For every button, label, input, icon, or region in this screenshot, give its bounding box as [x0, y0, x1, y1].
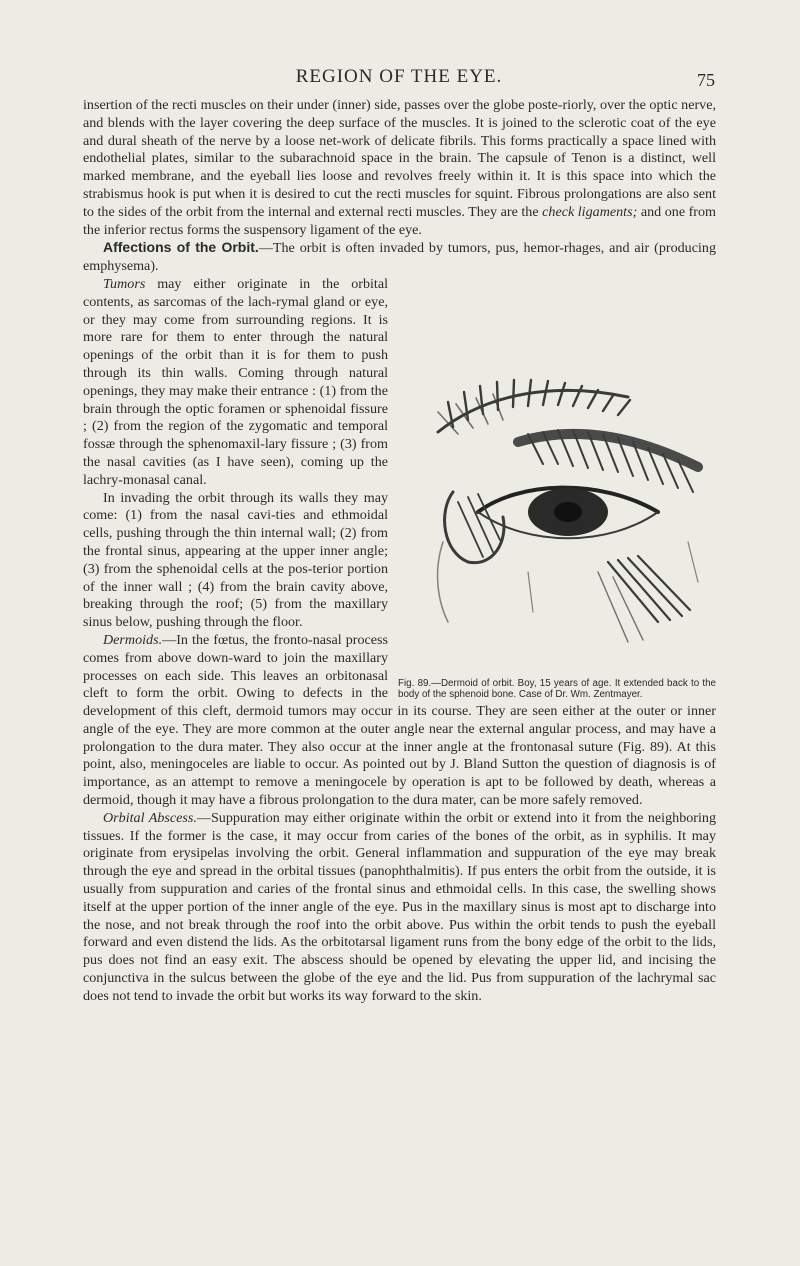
- italic-term: check ligaments;: [542, 203, 638, 220]
- italic-term: Dermoids.: [103, 631, 163, 648]
- italic-term: Tumors: [103, 275, 146, 292]
- running-head: [83, 64, 715, 90]
- paragraph-text: In invading the orbit through its walls they may come: (1) from the nasal cavi-ties and ethmoidal cells, pushing through the thin internal wall; (2) from the frontal sinus, appearing at the upper inner angle; (3) from the sphenoidal cells at the pos-terior portion of the inner wall ; (4) from the brain cavity above, breaking through the roof; (5) from the maxillary sinus below, pushing through the floor.: [83, 489, 388, 631]
- paragraph-affections: [83, 239, 716, 276]
- paragraph-text: insertion of the recti muscles on their under (inner) side, passes over the globe poste-riorly, over the optic nerve, and blends with the layer covering the deep surface of the muscles. It is joined to the sclerotic coat of the eye and dural sheath of the nerve by a loose net-work of delicate fibrils. This forms practically a space lined with endothelial plates, similar to the subarachnoid space in the brain. The capsule of Tenon is a distinct, well marked membrane, and the eyeball lies loose and revolves freely within it. It is this space into which the strabismus hook is put when it is desired to cut the recti muscles for squint. Fibrous prolongations are also sent to the sides of the orbit from the internal and external recti muscles. They are the: [83, 97, 716, 220]
- paragraph-orbital-abscess: [83, 810, 716, 1006]
- paragraph-text: and one from the inferior rectus forms the suspensory ligament of the eye.: [83, 203, 717, 238]
- figure-89: [398, 282, 716, 700]
- body-text: [83, 97, 716, 1006]
- page-number: 75: [697, 70, 715, 90]
- section-heading: Affections of the Orbit.: [103, 239, 259, 256]
- running-title: REGION OF THE EYE.: [295, 66, 503, 87]
- paragraph-text: —The orbit is often invaded by tumors, pus, hemor-rhages, and air (producing emphysema).: [83, 240, 716, 275]
- paragraph-text: —Suppuration may either originate within the orbit or extend into it from the neighboring tissues. If the former is the case, it may occur from caries of the bones of the orbit, as in syphilis. It may originate from erysipelas involving the orbit. General inflammation and suppuration of the eye may break through the eye and spread in the orbital tissues (panophthalmitis). If pus enters the orbit from the outside, it is usually from suppuration and caries of the frontal sinus and ethmoidal cells. In this case, the swelling shows itself at the upper portion of the inner angle of the eye. Pus in the maxillary sinus is most apt to discharge into the nose, and not break through the roof into the orbit above. Pus within the orbit tends to push the eyeball forward and even distend the lids. As the orbitotarsal ligament runs from the bony edge of the orbit to the lids, pus does not find an easy exit. The abscess should be opened by elevating the upper lid, and incising the conjunctiva in the sulcus between the globe of the eye and the lid. Pus from suppuration of the lachrymal sac does not tend to invade the orbit but works its way forward to the skin.: [83, 809, 716, 1004]
- paragraph-tenon-capsule: [83, 97, 716, 239]
- italic-term: Orbital Abscess.: [103, 809, 197, 826]
- paragraph-text: may either originate in the orbital contents, as sarcomas of the lach-rymal gland or eye, or they may come from surrounding regions. It is more rare for them to enter through the natural openings of the orbit than it is for them to push through its thin walls. Coming through natural openings, they may make their entrance : (1) from the brain through the optic foramen or sphenoidal fissure ; (2) from the region of the zygomatic and temporal fossæ through the sphenomaxil-lary fissure ; (3) from the nasal cavities (as I have seen), coming up the lachry-monasal canal.: [83, 275, 388, 488]
- figure-caption: Fig. 89.—Dermoid of orbit. Boy, 15 years of age. It extended back to the body of the sphenoid bone. Case of Dr. Wm. Zentmayer.: [398, 677, 716, 700]
- paragraph-text: —In the fœtus, the fronto-nasal process comes from above down-ward to join the maxillary processes on each side. This leaves an orbitonasal cleft to form the orbit. Owing to defects in the development of this cleft, dermoid tumors may occur in its course. They are seen either at the outer or inner angle of the eye. They are more common at the outer angle near the external angular process, and may have a prolongation to the dura mater. They also occur at the inner angle at the frontonasal suture (Fig. 89). At this point, also, meningoceles are liable to occur. As pointed out by J. Bland Sutton the question of diagnosis is of importance, as an attempt to remove a meningocele by operation is apt to be followed by death, whereas a dermoid, though it may have a fibrous prolongation to the dura mater, can be more safely removed.: [83, 631, 716, 809]
- dermoid-eye-illustration: [398, 372, 716, 672]
